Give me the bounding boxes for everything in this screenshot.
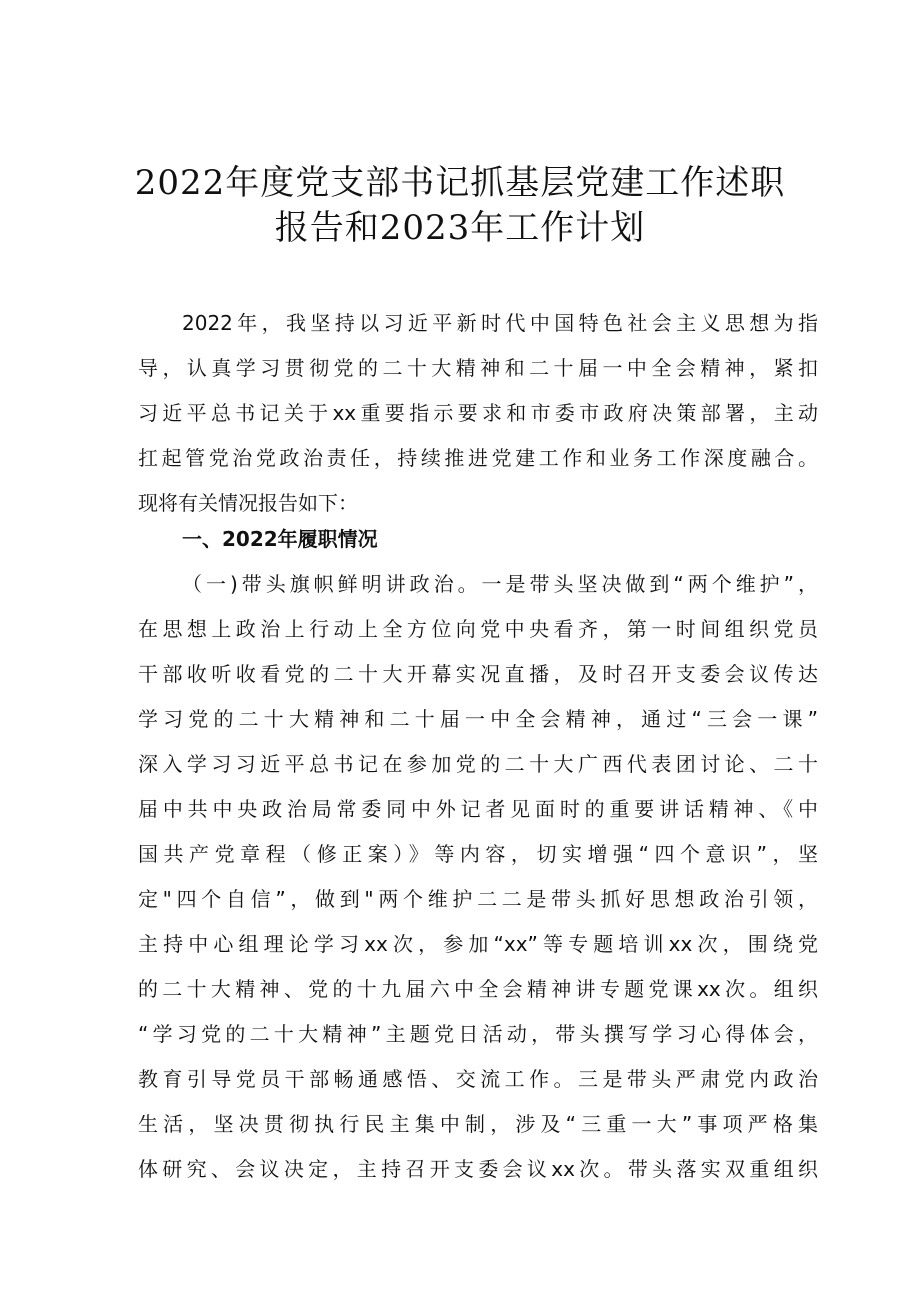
paragraph-line: 届中共中央政治局常委同中外记者见面时的重要讲话精神、《中 [138, 797, 818, 821]
paragraph-line: 生活，坚决贯彻执行民主集中制，涉及“三重一大”事项严格集 [138, 1112, 818, 1136]
paragraph-line: 教育引导党员干部畅通感悟、交流工作。三是带头严肃党内政治 [138, 1067, 818, 1091]
intro-paragraph [138, 301, 818, 526]
paragraph-line: 习近平总书记关于xx重要指示要求和市委市政府决策部署，主动 [138, 401, 818, 425]
paragraph-line: 深入学习习近平总书记在参加党的二十大广西代表团讨论、二十 [138, 752, 818, 776]
section1-paragraph [138, 562, 818, 1192]
document-title-line-1: 2022年度党支部书记抓基层党建工作述职 [134, 163, 786, 203]
paragraph-line: 2022年，我坚持以习近平新时代中国特色社会主义思想为指 [182, 311, 818, 335]
paragraph-line: 导，认真学习贯彻党的二十大精神和二十届一中全会精神，紧扣 [138, 356, 818, 380]
paragraph-line: 国共产党章程（修正案）》等内容，切实增强“四个意识”，坚 [138, 842, 818, 866]
document-title-line-2: 报告和2023年工作计划 [274, 208, 646, 248]
paragraph-line: 学习党的二十大精神和二十届一中全会精神，通过“三会一课” [138, 707, 818, 731]
paragraph-line: 干部收听收看党的二十大开幕实况直播，及时召开支委会议传达 [138, 662, 818, 686]
paragraph-line: 现将有关情况报告如下： [138, 491, 358, 515]
section-heading-block [138, 517, 818, 562]
paragraph-line: “学习党的二十大精神”主题党日活动，带头撰写学习心得体会， [138, 1022, 818, 1046]
section-heading: 一、2022年履职情况 [182, 527, 378, 551]
paragraph-line: 体研究、会议决定，主持召开支委会议xx次。带头落实双重组织 [138, 1157, 818, 1181]
paragraph-line: 的二十大精神、党的十九届六中全会精神讲专题党课xx次。组织 [138, 977, 818, 1001]
paragraph-line: （一)带头旗帜鲜明讲政治。一是带头坚决做到“两个维护”， [182, 572, 818, 596]
paragraph-line: 扛起管党治党政治责任，持续推进党建工作和业务工作深度融合。 [138, 446, 818, 470]
paragraph-line: 在思想上政治上行动上全方位向党中央看齐，第一时间组织党员 [138, 617, 818, 641]
paragraph-line: 主持中心组理论学习xx次，参加“xx”等专题培训xx次，围绕党 [138, 932, 818, 956]
paragraph-line: 定"四个自信”，做到"两个维护二二是带头抓好思想政治引领， [138, 887, 818, 911]
